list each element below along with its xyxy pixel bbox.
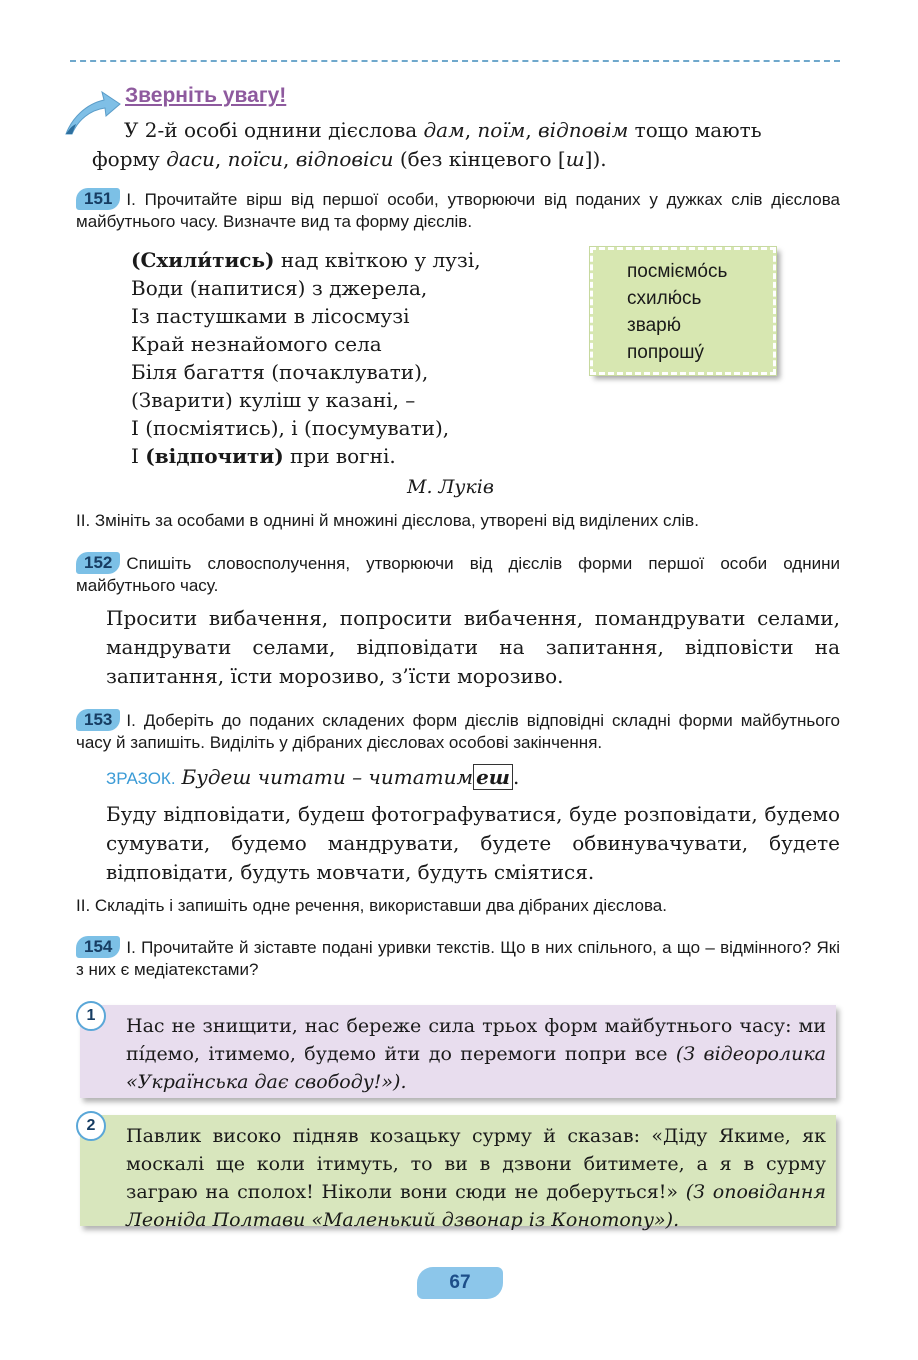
exercise-152-text: Просити вибачення, попросити вибачення, помандрувати селами, мандрувати селами, відповідати на запитання, відповісти на запитання, їсти морозиво, з’їсти морозиво. bbox=[106, 606, 840, 688]
word-item: схилю́сь bbox=[627, 288, 702, 309]
poem-line: І (посміятись), і (посумувати), bbox=[131, 416, 450, 440]
fragment-1: Нас не знищити, нас береже сила трьох форм майбутнього часу: ми пі́демо, ітимемо, будемо йти до перемоги попри все (З відеоролика «Українська дає свободу!»). bbox=[80, 1005, 836, 1098]
poem-line: Води (напитися) з джерела, bbox=[131, 276, 428, 300]
exercise-154-task: 154 І. Прочитайте й зіставте подані уривки текстів. Що в них спільного, а що – відмінного? Які з них є медіатекстами? bbox=[76, 937, 840, 979]
poem-line: (Зварити) куліш у казані, – bbox=[131, 388, 416, 412]
exercise-153-task2: ІІ. Складіть і запишіть одне речення, використавши два дібраних дієслова. bbox=[76, 896, 667, 915]
exercise-153-task: 153 І. Доберіть до поданих складених форм дієслів відповідні складні форми майбутнього часу й запишіть. Виділіть у дібраних дієсловах особові закінчення. bbox=[76, 710, 840, 752]
exercise-151-task2: ІІ. Змініть за особами в однині й множині дієслова, утворені від виділених слів. bbox=[76, 511, 699, 530]
word-item: посміємо́сь bbox=[627, 261, 728, 282]
attention-text: У 2-й особі однини дієслова дам, поїм, відповім тощо мають форму даси, поїси, відповіси (без кінцевого [ш]). bbox=[92, 118, 762, 171]
page-number: 67 bbox=[417, 1267, 503, 1299]
poem bbox=[131, 246, 481, 470]
exercise-number-badge: 154 bbox=[76, 936, 120, 958]
poem-line: (Схили́тись) над квіткою у лузі, bbox=[131, 248, 481, 272]
exercise-number-badge: 151 bbox=[76, 188, 120, 210]
exercise-153-text: Буду відповідати, будеш фотографуватися, буде розповідати, будемо сумувати, будемо мандрувати, будете обвинувачувати, будете відповідати, будуть мовчати, будуть сміятися. bbox=[106, 802, 840, 884]
poem-line: Край незнайомого села bbox=[131, 332, 382, 356]
word-item: зварю́ bbox=[627, 315, 681, 336]
sample-label: ЗРАЗОК. bbox=[106, 769, 176, 788]
fragment-2: Павлик високо підняв козацьку сурму й сказав: «Діду Якиме, як москалі ще коли ітимуть, то ви в дзвони битимете, а я в сурму заграю на сполох! Ніколи вони сюди не доберуться!» (З оповідання Леоніда Полтави «Маленький дзвонар із Конотопу»). bbox=[80, 1115, 836, 1226]
attention-title: Зверніть увагу! bbox=[125, 84, 287, 107]
top-divider bbox=[70, 60, 840, 62]
word-box bbox=[590, 247, 776, 375]
fragment-2-number: 2 bbox=[76, 1111, 106, 1141]
word-item: попрошу́ bbox=[627, 342, 705, 363]
exercise-151-task: 151 І. Прочитайте вірш від першої особи, утворюючи від поданих у дужках слів дієслова майбутнього часу. Визначте вид та форму дієслів. bbox=[76, 189, 840, 231]
highlighted-ending: еш bbox=[473, 764, 513, 790]
exercise-number-badge: 153 bbox=[76, 709, 120, 731]
sample: ЗРАЗОК. Будеш читати – читатим еш . bbox=[106, 765, 520, 789]
fragment-1-number: 1 bbox=[76, 1001, 106, 1031]
exercise-number-badge: 152 bbox=[76, 552, 120, 574]
exercise-152-task: 152 Спишіть словосполучення, утворюючи від дієслів форми першої особи однини майбутнього часу. bbox=[76, 553, 840, 595]
poem-author: М. Луків bbox=[407, 476, 494, 498]
poem-line: І (відпочити) при вогні. bbox=[131, 444, 396, 468]
poem-line: Із пастушками в лісосмузі bbox=[131, 304, 410, 328]
poem-line: Біля багаття (почаклувати), bbox=[131, 360, 429, 384]
